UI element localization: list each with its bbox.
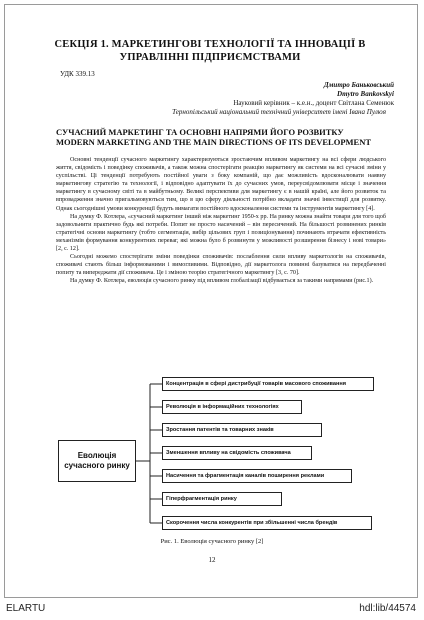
article-title-en: MODERN MARKETING AND THE MAIN DIRECTIONS OF ITS DEVELOPMENT: [56, 137, 372, 147]
diagram-item: Концентрація в сфері дистрибуції товарів масового споживання: [162, 377, 374, 391]
diagram-item: Скорочення числа конкурентів при збільшенні числа брендів: [162, 516, 372, 530]
section-title: СЕКЦІЯ 1. МАРКЕТИНГОВІ ТЕХНОЛОГІЇ ТА ІННОВАЦІЇ В УПРАВЛІННІ ПІДПРИЄМСТВАМИ: [54, 39, 366, 63]
footer-handle: hdl:lib/44574: [359, 603, 416, 614]
paragraph: Сьогодні можемо спостерігати зміни поведінки споживачів: послаблення сили впливу маркетологів на споживачів, споживачі стають більш інформованими і вимогливими. Відповідно, дії маркетолога повинні базуватися на передбаченні попиту та випереджати дії споживача. Це і зміною теорію стратегічного маркетингу [3, с. 70].: [56, 254, 386, 277]
supervisor-line: Науковий керівник – к.е.н., доцент Світлана Семенюк: [233, 99, 394, 107]
market-evolution-diagram: [40, 372, 380, 532]
footer-repository-name: ELARTU: [6, 603, 46, 614]
paragraph: На думку Ф. Котлера, еволюція сучасного ринку під впливом глобалізації відбувається за такими напрямами (рис.1).: [70, 278, 374, 285]
figure-caption: Рис. 1. Еволюція сучасного ринку [2]: [160, 538, 264, 545]
diagram-item: Насичення та фрагментація каналів поширення реклами: [162, 469, 352, 483]
paragraph: На думку Ф. Котлера, «сучасний маркетинг інший ніж маркетинг 1950-х рр. На ринку можна знайти товари для того щоб задовольнити практично будь які потреби. Попит не просто насичений – він пересичений. На більшості розвинених ринків стратегічні основи маркетингу (тобто сегментація, вибір цільових груп і позиціонування) починають втрачати ефективність механізмів формування конкурентних переваг, які можна було б розвинути у можливості розширення бізнесу і нові товари» [2, с. 12].: [56, 213, 386, 253]
author-name-en: Dmytro Bankovskyi: [337, 90, 394, 98]
article-title-ua: СУЧАСНИЙ МАРКЕТИНГ ТА ОСНОВНІ НАПРЯМИ ЙОГО РОЗВИТКУ: [56, 127, 344, 137]
university-line: Тернопільський національний технічний університет імені Івана Пулюя: [172, 108, 386, 116]
udk-code: УДК 339.13: [60, 70, 95, 78]
diagram-item: Зменшення впливу на свідомість споживача: [162, 446, 312, 460]
article-body: [56, 156, 386, 286]
diagram-item: Зростання патентів та товарних знаків: [162, 423, 322, 437]
paragraph: Основні тенденції сучасного маркетингу характеризуються зростаючим впливом маркетингу на всі сфери людського життя, свідомість і поведінку споживачів, а також можна спостерігати реакцію маркетингу як системи на всі сучасні зміни у суспільстві. Ці тенденції потребують постійної уваги з боку компаній, що дає можливість вдосконалювати наявну маркетингову стратегію та технології, і відповідно адаптувати їх до сучасних умов, переусвідомлювати місце і значення маркетингу в сучасному світі та в майбутньому. Великі перспективи для маркетингу є в нашій країні, але його розвиток та впровадження значно пригальмовуються тим, що в цю сферу діяльності потрібно вкладати значні інвестиції для розвитку. Однак сьогоднішні умови конкуренції будуть вимагати постійного вдосконалення системи та інструментів маркетингу [4].: [56, 157, 386, 212]
author-name-ua: Дмитро Баньковський: [323, 81, 394, 89]
article-title: [56, 127, 386, 147]
diagram-item: Революція в інформаційних технологіях: [162, 400, 302, 414]
page-number: 12: [208, 556, 216, 564]
diagram-center-box: Еволюція сучасного ринку: [58, 440, 136, 482]
diagram-item: Гіперфрагментація ринку: [162, 492, 282, 506]
